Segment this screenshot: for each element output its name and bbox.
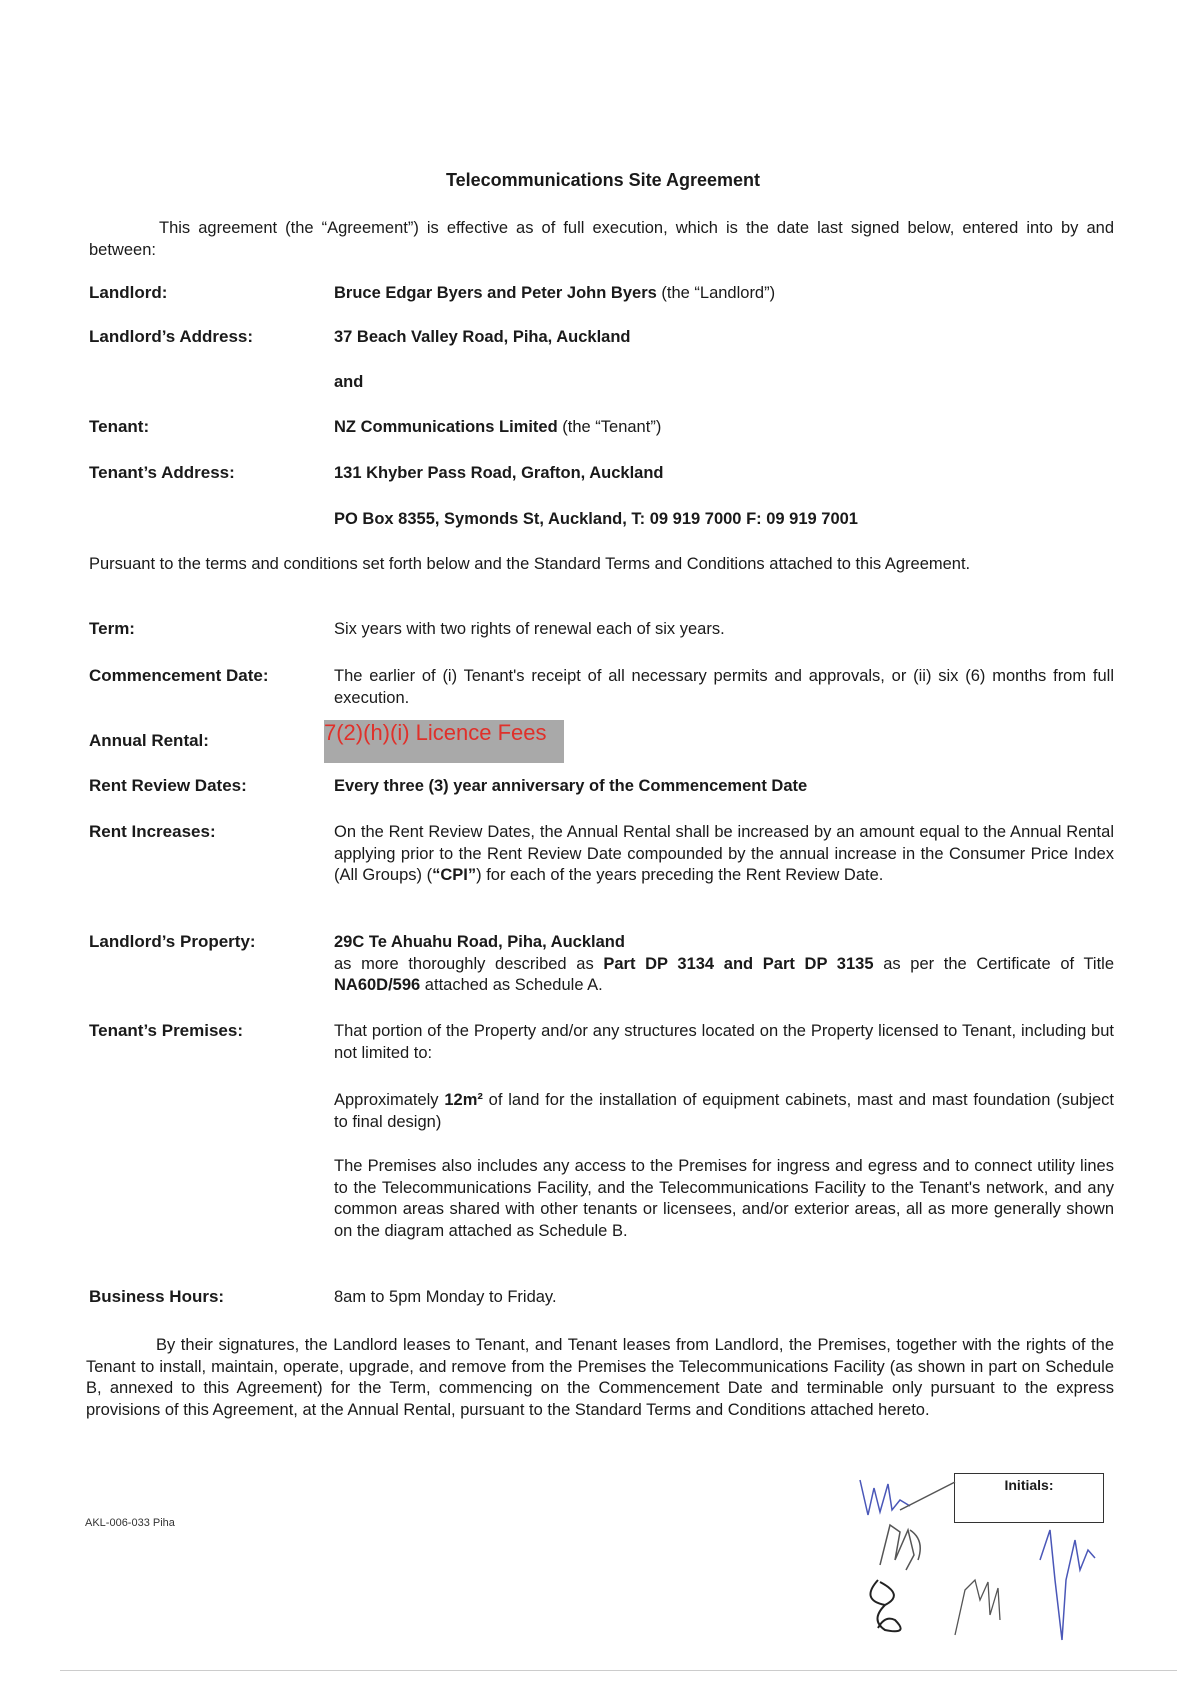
handwritten-initials-signatures [840, 1470, 1140, 1660]
page-edge [60, 1670, 1177, 1671]
rent-increases-value [334, 822, 1114, 887]
certificate-of-title: NA60D/596 [334, 976, 421, 994]
annual-rental-label: Annual Rental: [89, 731, 209, 750]
tenant-address: 131 Khyber Pass Road, Grafton, Auckland [334, 464, 664, 482]
rent-review-label: Rent Review Dates: [89, 776, 247, 795]
landlord-label: Landlord: [89, 283, 168, 302]
annual-rental-redaction [324, 720, 564, 763]
redaction-label: 7(2)(h)(i) Licence Fees [324, 720, 547, 745]
property-dp: Part DP 3134 and Part DP 3135 [603, 954, 874, 973]
tenant-address-label: Tenant’s Address: [89, 463, 235, 482]
pursuant-paragraph: Pursuant to the terms and conditions set forth below and the Standard Terms and Conditions attached to this Agreement. [89, 555, 971, 573]
landlord-suffix: (the “Landlord”) [656, 284, 776, 302]
rent-increases-text-end: ) for each of the years preceding the Rent Review Date. [476, 866, 884, 884]
term-value: Six years with two rights of renewal each of six years. [334, 620, 725, 638]
and-conjunction: and [334, 373, 364, 391]
landlord-address-label: Landlord’s Address: [89, 327, 254, 346]
landlord-address: 37 Beach Valley Road, Piha, Auckland [334, 328, 631, 346]
property-text: as more thoroughly described as [334, 954, 604, 973]
premises-text-3: The Premises also includes any access to the Premises for ingress and egress and to connect utility lines to the Telecommunications Facility, and the Telecommunications Facility to the Tenant's network, and any common areas shared with other tenants or licensees, and/or exterior areas, all as more generally shown on the diagram attached as Schedule B. [334, 1157, 1114, 1240]
closing-paragraph: By their signatures, the Landlord leases to Tenant, and Tenant leases from Landlord, the Premises, together with the rights of the Tenant to install, maintain, operate, upgrade, and remove from the Premises the Telecommunications Facility (as shown in part on Schedule B, annexed to this Agreement) for the Term, commencing on the Commencement Date and terminable only pursuant to the express provisions of this Agreement, at the Annual Rental, pursuant to the Standard Terms and Conditions attached hereto. [86, 1336, 1114, 1419]
initials-mark-1 [860, 1480, 910, 1515]
initials-mark-3 [870, 1580, 900, 1631]
tenant-label: Tenant: [89, 417, 150, 436]
tenant-suffix: (the “Tenant”) [557, 418, 662, 436]
premises-approx: Approximately [334, 1091, 445, 1109]
landlord-value [334, 283, 1114, 305]
initials-mark-2 [880, 1482, 955, 1570]
rent-review-value: Every three (3) year anniversary of the Commencement Date [334, 777, 808, 795]
property-address: 29C Te Ahuahu Road, Piha, Auckland [334, 933, 625, 951]
intro-paragraph: This agreement (the “Agreement”) is effective as of full execution, which is the date last signed below, entered into by and between: [89, 219, 1114, 259]
commencement-value: The earlier of (i) Tenant's receipt of all necessary permits and approvals, or (ii) six (6) months from full execution. [334, 667, 1114, 707]
tenant-value [334, 417, 1114, 439]
premises-area: 12m² [444, 1091, 483, 1109]
business-hours-label: Business Hours: [89, 1287, 225, 1306]
rent-increases-text: On the Rent Review Dates, the Annual Rental shall be increased by an amount equal to the Annual Rental applying prior to the Rent Review Date compounded by the annual increase in the Consumer Price Index (All Groups) ( [334, 823, 1114, 884]
document-reference: AKL-006-033 Piha [85, 1517, 175, 1529]
premises-land-text: of land for the installation of equipment cabinets, mast and mast foundation (subject to final design) [334, 1091, 1114, 1131]
term-label: Term: [89, 619, 135, 638]
rent-increases-label: Rent Increases: [89, 822, 216, 841]
document-title: Telecommunications Site Agreement [445, 170, 761, 190]
premises-text-1: That portion of the Property and/or any structures located on the Property licensed to Tenant, including but not limited to: [334, 1022, 1114, 1062]
premises-label: Tenant’s Premises: [89, 1021, 244, 1040]
commencement-label: Commencement Date: [89, 666, 269, 685]
property-label: Landlord’s Property: [89, 932, 256, 951]
premises-text-2 [334, 1090, 1114, 1133]
business-hours-value: 8am to 5pm Monday to Friday. [334, 1288, 557, 1306]
property-text-2: as per the Certificate of Title [873, 954, 1115, 973]
property-text-3: attached as Schedule A. [420, 976, 603, 994]
cpi-term: “CPI” [432, 866, 477, 884]
tenant-name: NZ Communications Limited [334, 418, 558, 436]
initials-mark-5 [1040, 1530, 1095, 1640]
tenant-po-box: PO Box 8355, Symonds St, Auckland, T: 09 919 7000 F: 09 919 7001 [334, 510, 858, 528]
landlord-name: Bruce Edgar Byers and Peter John Byers [334, 284, 657, 302]
initials-mark-4 [955, 1580, 1000, 1635]
initials-label: Initials: [1004, 1477, 1054, 1493]
property-value [334, 932, 1114, 997]
